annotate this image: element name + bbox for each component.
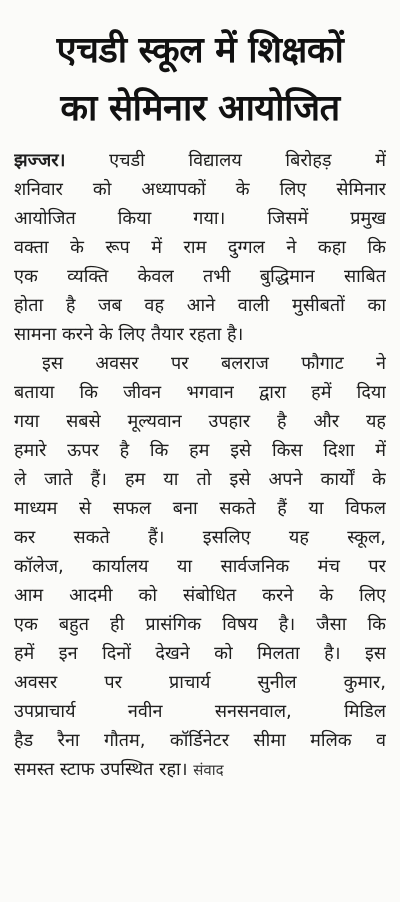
paragraph-line: वक्ता के रूप में राम दुग्गल ने कहा कि (14, 237, 386, 258)
paragraph-line: आम आदमी को संबोधित करने के लिए (14, 585, 386, 606)
paragraph-line: ले जाते हैं। हम या तो इसे अपने कार्यों के (14, 469, 386, 490)
paragraph-line: इस अवसर पर बलराज फौगाट ने (42, 353, 386, 374)
paragraph-line: झज्जर। एचडी विद्यालय बिरोहड़ में (14, 150, 386, 171)
byline: संवाद (193, 761, 224, 779)
paragraph-line: हमारे ऊपर है कि हम इसे किस दिशा में (14, 440, 386, 461)
paragraph-line: कर सकते हैं। इसलिए यह स्कूल, (14, 527, 386, 548)
paragraph-line: गया सबसे मूल्यवान उपहार है और यह (14, 411, 386, 432)
headline-line-1: एचडी स्कूल में शिक्षकों (56, 30, 344, 71)
dateline: झज्जर। (14, 150, 66, 171)
paragraph-line: सामना करने के लिए तैयार रहता है। (14, 324, 244, 345)
paragraph-line: बताया कि जीवन भगवान द्वारा हमें दिया (14, 382, 386, 403)
paragraph-line: हमें इन दिनों देखने को मिलता है। इस (14, 643, 386, 664)
article-body (0, 138, 400, 784)
paragraph-2 (14, 349, 386, 784)
paragraph-line: हैड रैना गौतम, कॉर्डिनेटर सीमा मलिक व (14, 730, 386, 751)
paragraph-line: एक व्यक्ति केवल तभी बुद्धिमान साबित (14, 266, 386, 287)
paragraph-line: समस्त स्टाफ उपस्थित रहा। संवाद (14, 759, 224, 780)
headline (0, 0, 400, 138)
paragraph-line: माध्यम से सफल बना सकते हैं या विफल (14, 498, 386, 519)
paragraph-line: होता है जब वह आने वाली मुसीबतों का (14, 295, 386, 316)
paragraph-1 (14, 146, 386, 349)
paragraph-line: शनिवार को अध्यापकों के लिए सेमिनार (14, 179, 386, 200)
paragraph-line: एक बहुत ही प्रासंगिक विषय है। जैसा कि (14, 614, 386, 635)
paragraph-line: उपप्राचार्य नवीन सनसनवाल, मिडिल (14, 701, 386, 722)
headline-line-2: का सेमिनार आयोजित (60, 88, 340, 129)
paragraph-line: कॉलेज, कार्यालय या सार्वजनिक मंच पर (14, 556, 386, 577)
paragraph-line: आयोजित किया गया। जिसमें प्रमुख (14, 208, 386, 229)
paragraph-line: अवसर पर प्राचार्य सुनील कुमार, (14, 672, 386, 693)
